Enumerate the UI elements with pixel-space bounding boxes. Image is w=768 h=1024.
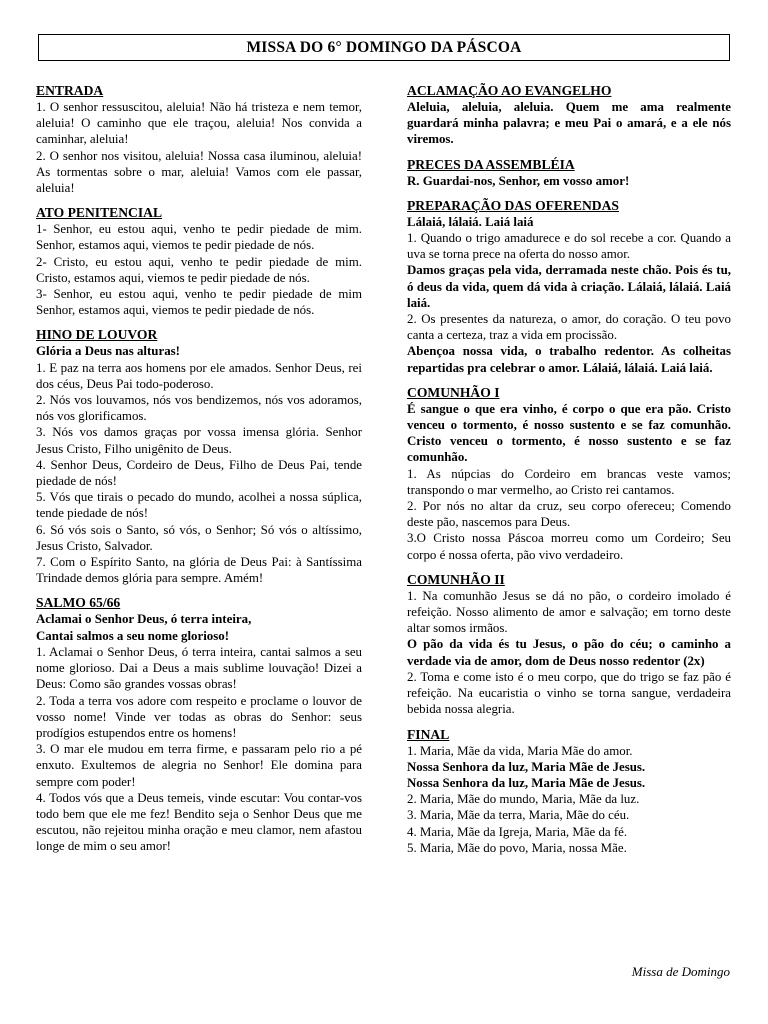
refrain-line bbox=[407, 99, 731, 148]
section-heading: SALMO 65/66 bbox=[36, 595, 121, 611]
verse-line: 5. Vós que tirais o pecado do mundo, acolhei a nossa súplica, tende piedade de nós! bbox=[36, 490, 362, 521]
right-column bbox=[407, 82, 731, 856]
section-final bbox=[407, 726, 731, 856]
verse-line: 1. E paz na terra aos homens por ele amados. Senhor Deus, rei dos céus, Deus Pai todo-poderoso. bbox=[36, 360, 362, 391]
section-heading: COMUNHÃO I bbox=[407, 384, 500, 400]
section-heading: FINAL bbox=[407, 726, 450, 742]
verse-line: 3.O Cristo nossa Páscoa morreu como um Cordeiro; Seu corpo é nossa oferta, pão vivo verdadeiro. bbox=[407, 531, 731, 562]
section-entrada bbox=[36, 82, 362, 196]
verse-line: 1. Quando o trigo amadurece e do sol recebe a cor. Quando a uva se torna prece na oferta do nosso amor. bbox=[407, 231, 731, 262]
verse-line: 1. As núpcias do Cordeiro em brancas veste vamos; transpondo o mar vermelho, ao Cristo rei cantamos. bbox=[407, 466, 731, 497]
refrain-line: Cantai salmos a seu nome glorioso! bbox=[36, 628, 230, 643]
verse-line: 3. Maria, Mãe da terra, Maria, Mãe do céu. bbox=[407, 808, 630, 823]
verse-line: 4. Maria, Mãe da Igreja, Maria, Mãe da fé. bbox=[407, 824, 628, 839]
section-comunhao-i bbox=[407, 384, 731, 563]
footer-label: Missa de Domingo bbox=[631, 964, 730, 979]
refrain-line: R. Guardai-nos, Senhor, em vosso amor! bbox=[407, 173, 630, 188]
verse-line: 2. Os presentes da natureza, o amor, do coração. O teu povo canta a certeza, traz a vida em procissão. bbox=[407, 312, 731, 343]
refrain-line: Lálaiá, lálaiá. Laiá laiá bbox=[407, 214, 534, 229]
refrain-text: Aleluia, aleluia, aleluia. bbox=[407, 100, 554, 114]
verse-line: 2. Nós vos louvamos, nós vos bendizemos, nós vos adoramos, nós vos glorificamos. bbox=[36, 393, 362, 424]
verse-line: 4. Todos vós que a Deus temeis, vinde escutar: Vou contar-vos todo bem que ele me fez! Bendito seja o Senhor Deus que me escutou, não rejeitou minha oração e meu clamor, nem afastou longe de mim o seu amor! bbox=[36, 790, 362, 854]
verse-line: 2. Por nós no altar da cruz, seu corpo ofereceu; Comendo deste pão, nascemos para Deus. bbox=[407, 499, 731, 530]
section-preparacao-das-oferendas bbox=[407, 197, 731, 376]
section-heading: ACLAMAÇÃO AO EVANGELHO bbox=[407, 83, 612, 98]
section-preces-da-assembleia bbox=[407, 156, 731, 189]
verse-line: 1- Senhor, eu estou aqui, venho te pedir piedade de mim. Senhor, estamos aqui, viemos te pedir piedade de nós. bbox=[36, 222, 362, 253]
verse-line: 2. Toma e come isto é o meu corpo, que do trigo se faz pão é refeição. Na eucaristia o vinho se torna sangue, verdadeira bebida nossa alegria. bbox=[407, 669, 731, 717]
verse-line: 1. Aclamai o Senhor Deus, ó terra inteira, cantai salmos a seu nome glorioso. Dai a Deus a mais sublime louvação! Dizei a Deus: Como são grandes vossas obras! bbox=[36, 644, 362, 692]
section-salmo-65-66 bbox=[36, 594, 362, 854]
refrain-line: Nossa Senhora da luz, Maria Mãe de Jesus. bbox=[407, 759, 646, 774]
verse-line: 5. Maria, Mãe do povo, Maria, nossa Mãe. bbox=[407, 840, 627, 855]
verse-line: 2. Maria, Mãe do mundo, Maria, Mãe da luz. bbox=[407, 792, 640, 807]
section-heading: HINO DE LOUVOR bbox=[36, 327, 158, 343]
section-comunhao-ii bbox=[407, 571, 731, 718]
section-aclamacao-ao-evangelho bbox=[407, 82, 731, 148]
verse-line: 2. O senhor nos visitou, aleluia! Nossa casa iluminou, aleluia! As tormentas sobre o mar, aleluia! Vamos com ele passar, aleluia! bbox=[36, 148, 362, 196]
verse-line: 3. Nós vos damos graças por vossa imensa glória. Senhor Jesus Cristo, Filho unigênito de Deus. bbox=[36, 425, 362, 456]
verse-line: 7. Com o Espírito Santo, na glória de Deus Pai: à Santíssima Trindade demos glória para sempre. Amém! bbox=[36, 555, 362, 586]
verse-line: 3. O mar ele mudou em terra firme, e passaram pelo rio a pé enxuto. Exultemos de alegria no Senhor! Ele domina para sempre com poder! bbox=[36, 742, 362, 789]
section-heading: COMUNHÃO II bbox=[407, 571, 505, 587]
verse-line: 2. Toda a terra vos adore com respeito e proclame o louvor de vosso nome! Vinde ver todas as obras do Senhor: seus prodígios estupendos entre os homens! bbox=[36, 693, 362, 740]
section-ato-penitencial bbox=[36, 204, 362, 318]
section-heading: PRECES DA ASSEMBLÉIA bbox=[407, 156, 575, 172]
refrain-line: Glória a Deus nas alturas! bbox=[36, 344, 180, 359]
verse-line: 6. Só vós sois o Santo, só vós, o Senhor; Só vós o altíssimo, Jesus Cristo, Salvador. bbox=[36, 522, 362, 553]
verse-line: 2- Cristo, eu estou aqui, venho te pedir piedade de mim. Cristo, estamos aqui, viemos te pedir piedade de nós. bbox=[36, 254, 362, 285]
section-hino-de-louvor bbox=[36, 326, 362, 586]
verse-text: Quem me ama realmente guardará minha palavra; e meu Pai o amará, e a ele nós viremos. bbox=[407, 100, 731, 147]
verse-line: 4. Senhor Deus, Cordeiro de Deus, Filho de Deus Pai, tende piedade de nós! bbox=[36, 457, 362, 489]
page-title: MISSA DO 6° DOMINGO DA PÁSCOA bbox=[38, 34, 730, 61]
refrain-line: Nossa Senhora da luz, Maria Mãe de Jesus. bbox=[407, 775, 646, 790]
verse-line: 1. O senhor ressuscitou, aleluia! Não há tristeza e nem temor, aleluia! O caminho que ele traçou, aleluia! Nos convida a caminhar, aleluia! bbox=[36, 100, 362, 147]
refrain-line: Abençoa nossa vida, o trabalho redentor. As colheitas repartidas pra celebrar o amor. Lálaiá, lálaiá. Laiá laiá. bbox=[407, 344, 731, 375]
verse-line: 1. Maria, Mãe da vida, Maria Mãe do amor. bbox=[407, 743, 633, 758]
section-heading: ATO PENITENCIAL bbox=[36, 205, 163, 221]
section-heading: ENTRADA bbox=[36, 83, 104, 98]
refrain-line: O pão da vida és tu Jesus, o pão do céu; o caminho a verdade via de amor, dom de Deus nosso redentor (2x) bbox=[407, 637, 731, 668]
section-heading: PREPARAÇÃO DAS OFERENDAS bbox=[407, 197, 619, 213]
verse-line: 3- Senhor, eu estou aqui, venho te pedir piedade de mim Senhor, estamos aqui, viemos te pedir piedade de nós. bbox=[36, 287, 362, 318]
verse-line: 1. Na comunhão Jesus se dá no pão, o cordeiro imolado é refeição. Nosso alimento de amor e salvação; em torno deste altar somos irmãos. bbox=[407, 588, 731, 636]
refrain-line: Damos graças pela vida, derramada neste chão. Pois és tu, ó deus da vida, quem dá vida à criação. Lálaiá, lálaiá. Laiá laiá. bbox=[407, 263, 731, 310]
refrain-line: Aclamai o Senhor Deus, ó terra inteira, bbox=[36, 612, 252, 627]
refrain-line: É sangue o que era vinho, é corpo o que era pão. Cristo venceu o tormento, é nosso sustento e se faz comunhão. Cristo venceu o tormento, é nosso sustento e se faz comunhão. bbox=[407, 401, 731, 465]
left-column bbox=[36, 82, 362, 855]
